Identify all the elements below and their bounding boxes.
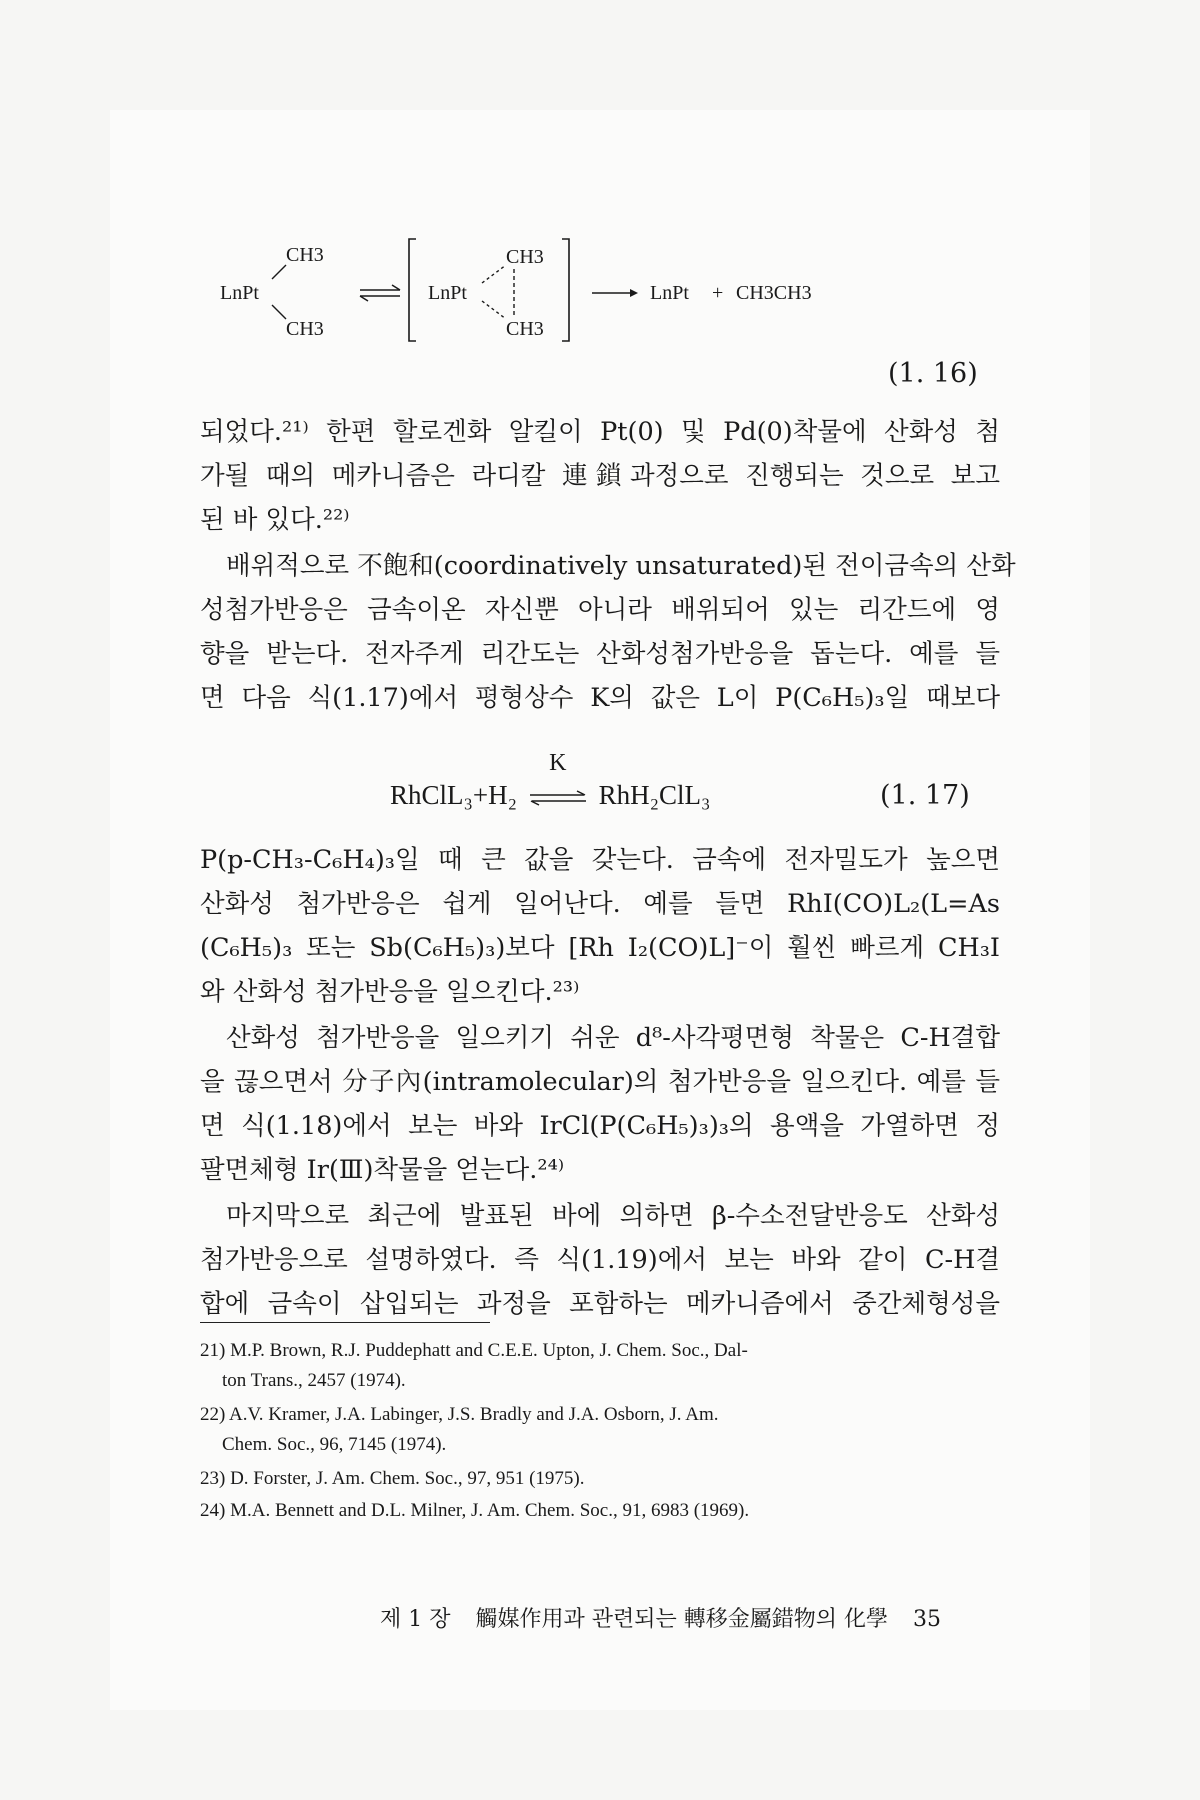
footnote-line: 23) D. Forster, J. Am. Chem. Soc., 97, 951 (1975). <box>200 1468 585 1489</box>
eq-arrow-label: K <box>549 750 567 776</box>
text-line: 성첨가반응은 금속이온 자신뿐 아니라 배위되어 있는 리간드에 영 <box>200 595 1000 625</box>
ts-complex-label: LnPt <box>428 282 467 304</box>
footnote-21 <box>200 1336 1000 1396</box>
bracket-left <box>409 239 416 341</box>
text-line: 면 다음 식(1.17)에서 평형상수 K의 값은 L이 P(C₆H₅)₃일 때보다 <box>200 683 1000 713</box>
text-line: 면 식(1.18)에서 보는 바와 IrCl(P(C₆H₅)₃)₃의 용액을 가열하면 정 <box>200 1111 1000 1141</box>
eq-right: RhH₂ClL₃ <box>598 780 711 810</box>
running-footer <box>380 1602 1000 1633</box>
footnote-line: ton Trans., 2457 (1974). <box>222 1370 406 1391</box>
page-number: 35 <box>913 1607 941 1632</box>
text-line: 합에 금속이 삽입되는 과정을 포함하는 메카니즘에서 중간체형성을 <box>200 1289 1000 1319</box>
product-plus: + <box>712 282 724 304</box>
text-line: 배위적으로 不飽和(coordinatively unsaturated)된 전이금속의 산화 <box>226 551 1016 581</box>
equation-number-1-16: (1. 16) <box>888 358 978 389</box>
footnote-line: Chem. Soc., 96, 7145 (1974). <box>222 1434 447 1455</box>
chapter-label: 제 1 장 <box>380 1607 451 1632</box>
ts-methyl-top: CH3 <box>506 246 544 268</box>
footnote-line: 24) M.A. Bennett and D.L. Milner, J. Am. Chem. Soc., 91, 6983 (1969). <box>200 1500 750 1521</box>
text-line: 첨가반응으로 설명하였다. 즉 식(1.19)에서 보는 바와 같이 C-H결 <box>200 1245 1000 1275</box>
text-line: (C₆H₅)₃ 또는 Sb(C₆H₅)₃)보다 [Rh I₂(CO)L]⁻이 훨씬 빠르게 CH₃I <box>200 933 1000 963</box>
text-line: 가될 때의 메카니즘은 라디칼 連鎖과정으로 진행되는 것으로 보고 <box>200 461 1000 491</box>
footnote-22 <box>200 1400 1000 1460</box>
text-line: 향을 받는다. 전자주게 리간도는 산화성첨가반응을 돕는다. 예를 들 <box>200 639 1000 669</box>
text-line: 산화성 첨가반응을 일으키기 쉬운 d⁸-사각평면형 착물은 C-H결합 <box>226 1023 1000 1053</box>
text-line: 팔면체형 Ir(Ⅲ)착물을 얻는다.²⁴⁾ <box>200 1155 565 1185</box>
bond-top <box>272 265 286 279</box>
text-line: 와 산화성 첨가반응을 일으킨다.²³⁾ <box>200 977 580 1007</box>
footnote-24 <box>200 1496 1000 1526</box>
text-line: 된 바 있다.²²⁾ <box>200 505 350 535</box>
chapter-title: 觸媒作用과 관련되는 轉移金屬錯物의 化學 <box>475 1607 888 1632</box>
paragraph-1 <box>200 410 1000 542</box>
text-line: 을 끊으면서 分子內(intramolecular)의 첨가반응을 일으킨다. 예를 들 <box>200 1067 1000 1097</box>
footnote-23 <box>200 1464 1000 1494</box>
text-line: P(p-CH₃-C₆H₄)₃일 때 큰 값을 갖는다. 금속에 전자밀도가 높으면 <box>200 845 1000 875</box>
paragraph-2-cont <box>200 588 1000 720</box>
eq-left: RhClL₃+H₂ <box>390 780 518 810</box>
dashed-bond-top <box>482 265 506 283</box>
equation-1-17 <box>390 750 711 811</box>
left-complex-label: LnPt <box>220 282 259 304</box>
methyl-bottom: CH3 <box>286 318 324 340</box>
text-line: 산화성 첨가반응은 쉽게 일어난다. 예를 들면 RhI(CO)L₂(L=As <box>200 889 1000 919</box>
equation-number-1-17: (1. 17) <box>880 780 970 811</box>
paragraph-2 <box>226 544 1016 588</box>
bracket-right <box>562 239 569 341</box>
bond-bottom <box>272 305 286 319</box>
footnote-rule <box>200 1322 490 1323</box>
paragraph-4-cont <box>200 1060 1000 1192</box>
paragraph-5 <box>226 1194 1000 1238</box>
ts-methyl-bottom: CH3 <box>506 318 544 340</box>
methyl-top: CH3 <box>286 244 324 266</box>
footnote-line: 22) A.V. Kramer, J.A. Labinger, J.S. Bradly and J.A. Osborn, J. Am. <box>200 1404 719 1425</box>
product-ethane: CH3CH3 <box>736 282 812 304</box>
footnote-line: 21) M.P. Brown, R.J. Puddephatt and C.E.E. Upton, J. Chem. Soc., Dal- <box>200 1340 748 1361</box>
eq-arrow <box>528 750 588 811</box>
paragraph-5-cont <box>200 1238 1000 1326</box>
text-line: 되었다.²¹⁾ 한편 할로겐화 알킬이 Pt(0) 및 Pd(0)착물에 산화성 첨 <box>200 417 1000 447</box>
paragraph-4 <box>226 1016 1000 1060</box>
dashed-bond-bottom <box>482 301 506 319</box>
product-metal: LnPt <box>650 282 689 304</box>
reaction-scheme-1-16 <box>220 235 940 345</box>
paragraph-3 <box>200 838 1000 1014</box>
text-line: 마지막으로 최근에 발표된 바에 의하면 β-수소전달반응도 산화성 <box>226 1201 1000 1231</box>
